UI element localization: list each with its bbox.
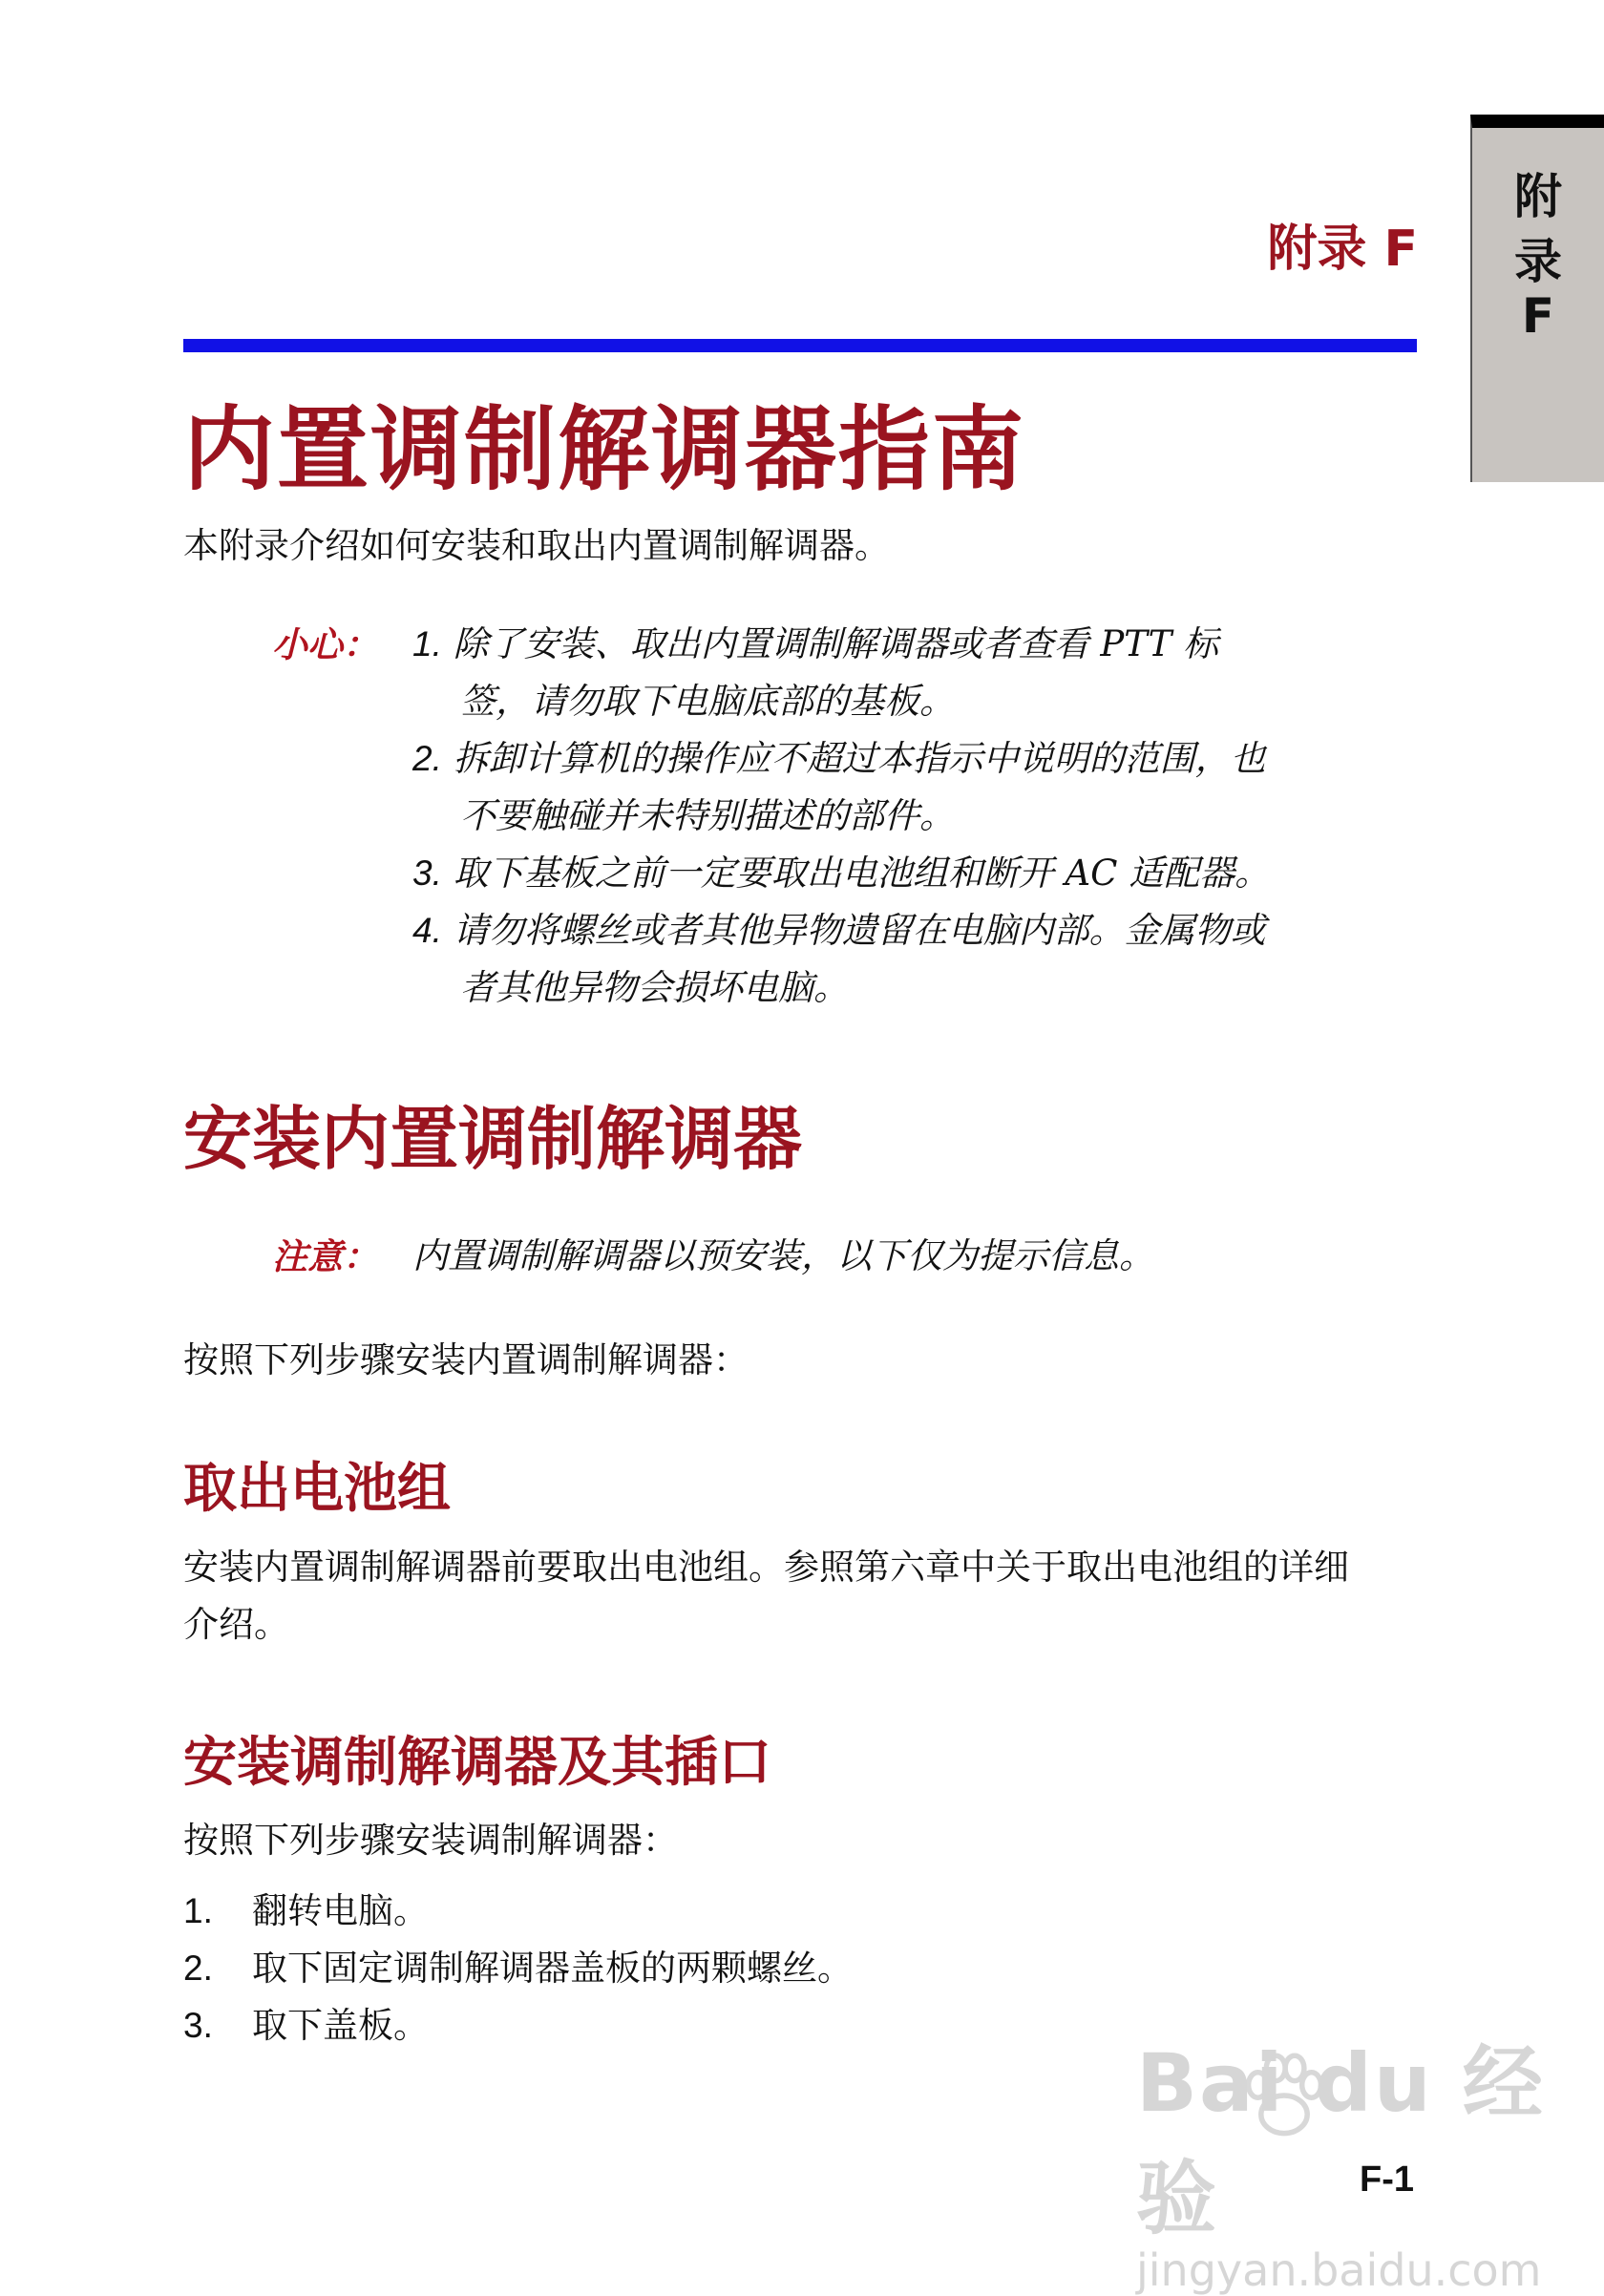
list-item: [183, 1883, 853, 1940]
caution-item-line: 不要触碰并未特别描述的部件。: [460, 795, 955, 836]
caution-item-line: 请勿将螺丝或者其他异物遗留在电脑内部。金属物或: [453, 910, 1266, 951]
slot-steps-intro: 按照下列步骤安装调制解调器：: [183, 1820, 678, 1861]
step-text: 取下固定调制解调器盖板的两颗螺丝。: [252, 1948, 853, 1989]
step-text: 取下盖板。: [252, 2005, 429, 2046]
intro-paragraph: 本附录介绍如何安装和取出内置调制解调器。: [183, 525, 890, 566]
step-number: 2.: [183, 1948, 213, 1988]
battery-paragraph: [183, 1539, 1349, 1654]
caution-item: [412, 730, 1270, 788]
caution-item-line: 除了安装、取出内置调制解调器或者查看 PTT 标: [453, 623, 1219, 664]
caution-item: [412, 616, 1270, 673]
caution-label: [272, 616, 378, 667]
watermark-url: jingyan.baidu.com: [1136, 2244, 1542, 2296]
list-item: [183, 1997, 853, 2054]
caution-item-number: 1.: [412, 624, 442, 664]
caution-item-line: 取下基板之前一定要取出电池组和断开 AC 适配器。: [453, 853, 1271, 894]
slot-steps-list: [183, 1883, 853, 2054]
caution-label-text: 小心：: [272, 624, 378, 665]
caution-item-line: 者其他异物会损坏电脑。: [460, 967, 849, 1008]
side-tab-char-1: 附: [1514, 169, 1562, 224]
caution-item-number: 4.: [412, 911, 442, 950]
chapter-side-tab: [1470, 115, 1604, 482]
caution-item: [412, 845, 1270, 902]
battery-paragraph-line: 介绍。: [183, 1604, 289, 1645]
step-number: 3.: [183, 2006, 213, 2045]
side-tab-char-2: 录: [1514, 234, 1562, 289]
section-heading-install: 安装内置调制解调器: [183, 1099, 803, 1179]
caution-item-line: 拆卸计算机的操作应不超过本指示中说明的范围，也: [453, 738, 1266, 779]
caution-item-number: 3.: [412, 853, 442, 893]
header-divider: [183, 339, 1417, 352]
step-number: 1.: [183, 1891, 213, 1930]
page-number: F-1: [1360, 2159, 1414, 2200]
note-text: 内置调制解调器以预安装，以下仅为提示信息。: [412, 1235, 1154, 1276]
section-heading-battery: 取出电池组: [183, 1458, 451, 1520]
battery-paragraph-line: 安装内置调制解调器前要取出电池组。参照第六章中关于取出电池组的详细: [183, 1547, 1349, 1588]
watermark-main: Bai du 经验: [1136, 2036, 1545, 2245]
caution-list: [412, 616, 1270, 1017]
side-tab-char-3: F: [1521, 288, 1555, 344]
section-heading-modem-slot: 安装调制解调器及其插口: [183, 1732, 771, 1794]
appendix-header-label: 附录 F: [1267, 221, 1418, 278]
note-label-text: 注意：: [272, 1236, 378, 1277]
step-text: 翻转电脑。: [252, 1890, 429, 1931]
caution-item-line: 签，请勿取下电脑底部的基板。: [460, 681, 955, 722]
caution-item-number: 2.: [412, 739, 442, 778]
watermark: [1136, 2019, 1604, 2296]
note-label: [272, 1228, 378, 1279]
page-title: 内置调制解调器指南: [183, 396, 1025, 503]
install-steps-intro: 按照下列步骤安装内置调制解调器：: [183, 1339, 749, 1380]
list-item: [183, 1940, 853, 1997]
caution-item: [412, 902, 1270, 959]
